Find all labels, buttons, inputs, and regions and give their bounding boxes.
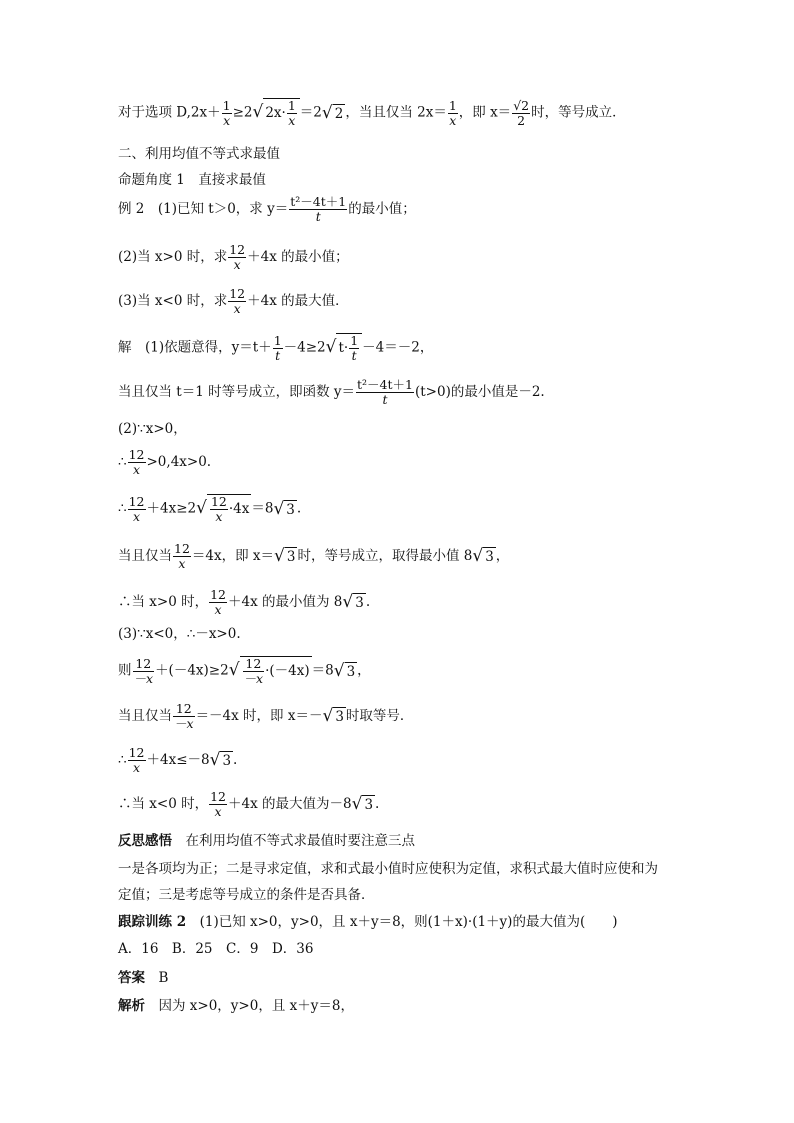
solution-line-2 (118, 378, 545, 407)
reflection-heading (118, 832, 415, 850)
radicand: 3 (364, 797, 374, 813)
radical: √ 3 (472, 546, 494, 566)
solution-line-10 (118, 702, 413, 731)
radical: √ 3 (274, 546, 296, 566)
radical: √ t· $\frac{1}{t}$ (326, 333, 363, 363)
radical: √ 3 (351, 794, 374, 814)
numerator: 12 (210, 587, 227, 602)
text: 当且仅当 (118, 708, 172, 724)
text: 在利用均值不等式求最值时要注意三点 (172, 833, 415, 849)
text: ∴ (118, 454, 127, 470)
numerator: 12 (128, 493, 145, 509)
denominator: x (178, 556, 186, 571)
radicand: 2x· (265, 105, 286, 121)
text: －4＝－2， (362, 339, 434, 356)
exercise-line (118, 913, 617, 931)
numerator: 1 (350, 333, 359, 348)
fraction (128, 448, 146, 477)
analysis-line (118, 997, 354, 1015)
denominator: t (351, 348, 357, 363)
text: (3)当 x<0 时，求 (118, 293, 228, 309)
radical: √ 3 (322, 706, 344, 726)
text: 时取等号． (345, 708, 414, 724)
text: (1)已知 x>0，y>0，且 x＋y＝8，则(1＋x)·(1＋y)的最大值为( ) (186, 914, 618, 930)
label: 答案 (118, 970, 145, 986)
question-2 (118, 243, 349, 272)
text: 时，等号成立． (531, 104, 626, 121)
text: ＋4x 的最大值为－8 (228, 796, 352, 812)
radicand: 3 (222, 753, 232, 769)
solution-line-12 (118, 790, 379, 819)
denominator: －x (243, 671, 264, 686)
numerator: 12 (128, 447, 145, 462)
text: 当且仅当 (118, 548, 172, 564)
option-d-line (118, 98, 626, 128)
denominator: x (133, 462, 141, 477)
solution-line-5 (118, 494, 301, 524)
denominator: x (288, 113, 296, 128)
numerator: 12 (229, 286, 246, 301)
fraction (289, 195, 347, 224)
text: ∴当 x>0 时， (118, 594, 209, 610)
solution-line-8: (3)∵x<0，∴－x>0. (118, 626, 241, 642)
numerator: 12 (133, 657, 155, 672)
radical: √ 2x· $\frac{1}{x}$ (253, 98, 300, 128)
numerator: 12 (243, 657, 265, 672)
fraction (273, 334, 283, 363)
fraction (209, 588, 227, 617)
text: 解 (1)依题意得，y＝t＋ (118, 339, 272, 356)
numerator: 12 (173, 702, 195, 717)
denominator: x (133, 760, 141, 775)
radicand: 3 (335, 709, 344, 725)
exercise-options: A．16 B．25 C．9 D．36 (118, 941, 314, 957)
text: ＋4x 的最小值； (247, 249, 349, 265)
text: 因为 x>0，y>0，且 x＋y＝8， (145, 998, 354, 1014)
numerator: 12 (128, 745, 145, 760)
fraction (228, 243, 246, 272)
solution-line-7 (118, 588, 370, 617)
denominator: x (223, 112, 231, 128)
radicand: 3 (346, 663, 356, 680)
example-line (118, 195, 416, 224)
fraction (287, 99, 297, 128)
radicand: ·4x (228, 501, 250, 517)
numerator: 1 (287, 98, 296, 113)
numerator: √2 (513, 97, 530, 113)
text: ，即 x＝ (458, 104, 512, 121)
denominator: x (215, 509, 223, 524)
radicand: ·(－4x) (265, 663, 310, 679)
label: 跟踪训练 2 (118, 914, 187, 930)
solution-line-1 (118, 333, 433, 363)
denominator: 2 (517, 112, 526, 128)
text: ≥2 (232, 104, 253, 121)
fraction (133, 657, 155, 686)
fraction (349, 334, 359, 363)
text: ＝－4x 时，即 x＝－ (195, 708, 323, 724)
text: ∴ (118, 500, 127, 517)
text: 则 (118, 662, 132, 679)
radicand: 3 (286, 501, 295, 518)
subheading: 命题角度 1 直接求最值 (118, 172, 266, 188)
numerator: 1 (273, 332, 282, 348)
fraction (356, 378, 414, 407)
denominator: x (233, 257, 241, 272)
numerator: 1 (448, 97, 457, 113)
fraction (243, 657, 265, 686)
solution-line-4 (118, 448, 211, 477)
radicand: 3 (286, 549, 296, 565)
solution-line-9 (118, 656, 371, 686)
text: ， (357, 662, 371, 679)
radical: √ 3 (333, 660, 356, 681)
radical: √ 3 (209, 750, 232, 770)
text: ＋4x 的最大值． (247, 293, 349, 309)
fraction (448, 99, 458, 128)
text: ＋4x 的最小值为 8 (228, 594, 343, 610)
numerator: t²－4t＋1 (357, 377, 413, 392)
question-3 (118, 287, 349, 316)
text: 当且仅当 t＝1 时等号成立，即函数 y＝ (118, 384, 356, 400)
solution-line-11 (118, 746, 237, 775)
denominator: －x (133, 670, 154, 686)
text: ＝8 (311, 662, 334, 679)
solution-line-3: (2)∵x>0， (118, 421, 187, 437)
denominator: t (315, 209, 321, 224)
denominator: x (214, 804, 222, 819)
text: ， (495, 548, 510, 564)
radicand: 3 (355, 595, 364, 611)
text: 例 2 (1)已知 t＞0，求 y＝ (118, 201, 289, 217)
text: 对于选项 D,2x＋ (118, 104, 221, 121)
reflection-line-2: 定值；三是考虑等号成立的条件是否具备． (118, 887, 375, 903)
denominator: x (133, 508, 141, 524)
label: 解析 (118, 998, 145, 1014)
fraction (173, 542, 191, 571)
fraction (228, 287, 246, 316)
denominator: t (275, 347, 281, 363)
numerator: 1 (222, 97, 231, 113)
reflection-line-1: 一是各项均为正；二是寻求定值，求和式最小值时应使积为定值，求积式最大值时应使和为 (118, 861, 658, 877)
text: ，当且仅当 2x＝ (345, 104, 447, 121)
radicand: 3 (485, 549, 494, 565)
text: ＝8 (251, 500, 274, 517)
text: . (365, 594, 371, 610)
fraction (512, 99, 530, 128)
text: (t>0)的最小值是－2. (414, 384, 545, 400)
fraction (128, 495, 146, 524)
text: ＝2 (299, 104, 322, 121)
denominator: t (382, 392, 388, 407)
numerator: 12 (174, 541, 190, 556)
numerator: 12 (210, 789, 227, 804)
fraction (222, 99, 232, 128)
fraction (173, 702, 195, 731)
denominator: －x (174, 716, 194, 731)
radical: √ 2 (321, 102, 344, 123)
text: ∴当 x<0 时， (118, 796, 209, 812)
text: －4≥2 (283, 339, 326, 356)
text: ＝4x，即 x＝ (191, 548, 275, 564)
radicand: t· (338, 340, 349, 356)
fraction (209, 790, 227, 819)
radical: √ $\frac{12}{-x}$ ·(－4x) (228, 656, 310, 686)
numerator: 12 (210, 494, 227, 509)
denominator: x (449, 112, 457, 128)
solution-line-6 (118, 542, 509, 571)
text: >0,4x>0. (146, 454, 212, 470)
text: . (296, 500, 302, 517)
answer-line (118, 969, 168, 987)
label: 反思感悟 (118, 833, 172, 849)
text: 的最小值； (348, 201, 416, 217)
numerator: 12 (229, 242, 246, 257)
text: ＋(－4x)≥2 (155, 662, 229, 679)
section-heading: 二、利用均值不等式求最值 (118, 146, 280, 162)
denominator: x (214, 602, 222, 617)
text: (2)当 x>0 时，求 (118, 249, 228, 265)
numerator: t²－4t＋1 (290, 194, 347, 209)
radicand: 2 (334, 105, 344, 122)
denominator: x (233, 301, 241, 316)
radical: √ 3 (342, 592, 364, 612)
text: ＋4x≤－8 (146, 752, 210, 768)
fraction (210, 495, 228, 524)
text: . (375, 796, 380, 812)
radical: √ $\frac{12}{x}$ ·4x (196, 494, 250, 524)
text: 时，等号成立，取得最小值 8 (297, 548, 473, 564)
text: ＋4x≥2 (146, 500, 197, 517)
radical: √ 3 (273, 498, 295, 519)
text: ∴ (118, 752, 127, 768)
text: . (233, 752, 238, 768)
fraction (128, 746, 146, 775)
text: B (145, 970, 169, 986)
